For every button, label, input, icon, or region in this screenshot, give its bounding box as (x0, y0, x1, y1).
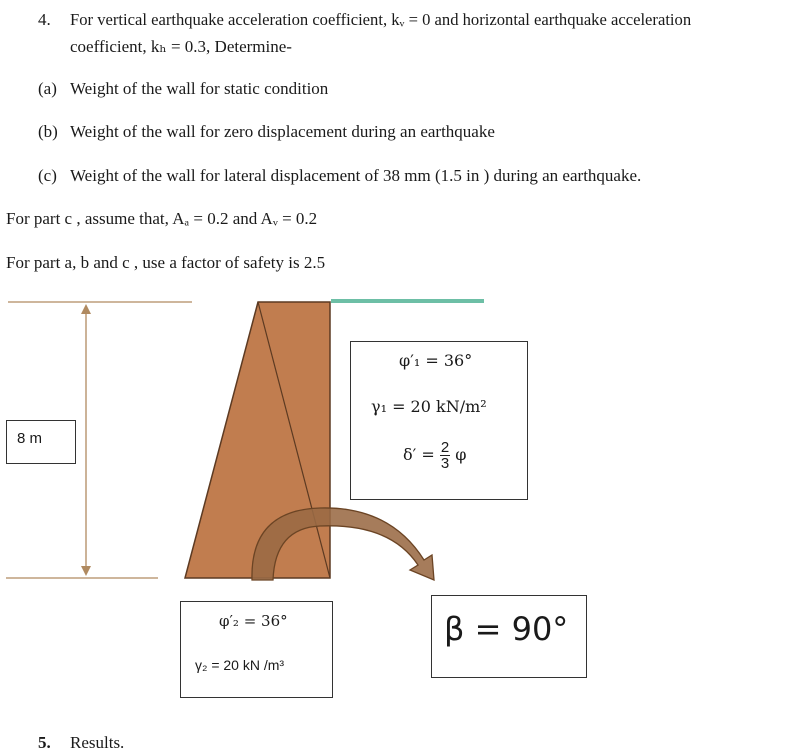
question-line-1: For vertical earthquake acceleration coefficient, kᵥ = 0 and horizontal earthquake acceleration (70, 10, 692, 29)
section-title: Results. (70, 733, 125, 752)
height-label-box (6, 420, 76, 464)
height-label: 8 m (17, 430, 43, 447)
item-a-text: Weight of the wall for static condition (70, 79, 329, 98)
note-part-c: For part c , assume that, Aₐ = 0.2 and Aᵥ = 0.2 (6, 209, 318, 228)
question-number: 4. (38, 10, 51, 29)
base-soil-properties-box (180, 601, 333, 698)
delta-numerator: 2 (440, 439, 450, 456)
dimension-arrow-down (81, 566, 91, 576)
item-c-label: (c) (38, 166, 57, 185)
wall-friction-angle (403, 440, 467, 471)
item-b-text: Weight of the wall for zero displacement during an earthquake (70, 122, 495, 141)
retaining-wall (185, 302, 330, 578)
base-gamma: γ₂ = 20 kN /m³ (195, 657, 285, 673)
item-c-text: Weight of the wall for lateral displacement of 38 mm (1.5 in ) during an earthquake. (70, 166, 642, 185)
delta-lhs: δ′ = (403, 445, 435, 464)
delta-rhs: φ (455, 445, 467, 464)
question-line-2: coefficient, kₕ = 0.3, Determine- (70, 37, 292, 56)
delta-fraction (440, 440, 450, 471)
backfill-gamma: γ₁ = 20 kN/m² (371, 397, 487, 416)
backfill-properties-box (350, 341, 528, 500)
delta-denominator: 3 (440, 455, 450, 472)
section-number: 5. (38, 733, 51, 752)
item-a-label: (a) (38, 79, 57, 98)
note-factor-of-safety: For part a, b and c , use a factor of safety is 2.5 (6, 253, 326, 272)
beta-angle-box (431, 595, 587, 678)
backfill-phi: φ′₁ = 36° (399, 351, 473, 370)
base-phi: φ′₂ = 36° (219, 612, 288, 630)
item-b-label: (b) (38, 122, 58, 141)
beta-angle-label: β = 90° (444, 610, 569, 648)
dimension-arrow-up (81, 304, 91, 314)
